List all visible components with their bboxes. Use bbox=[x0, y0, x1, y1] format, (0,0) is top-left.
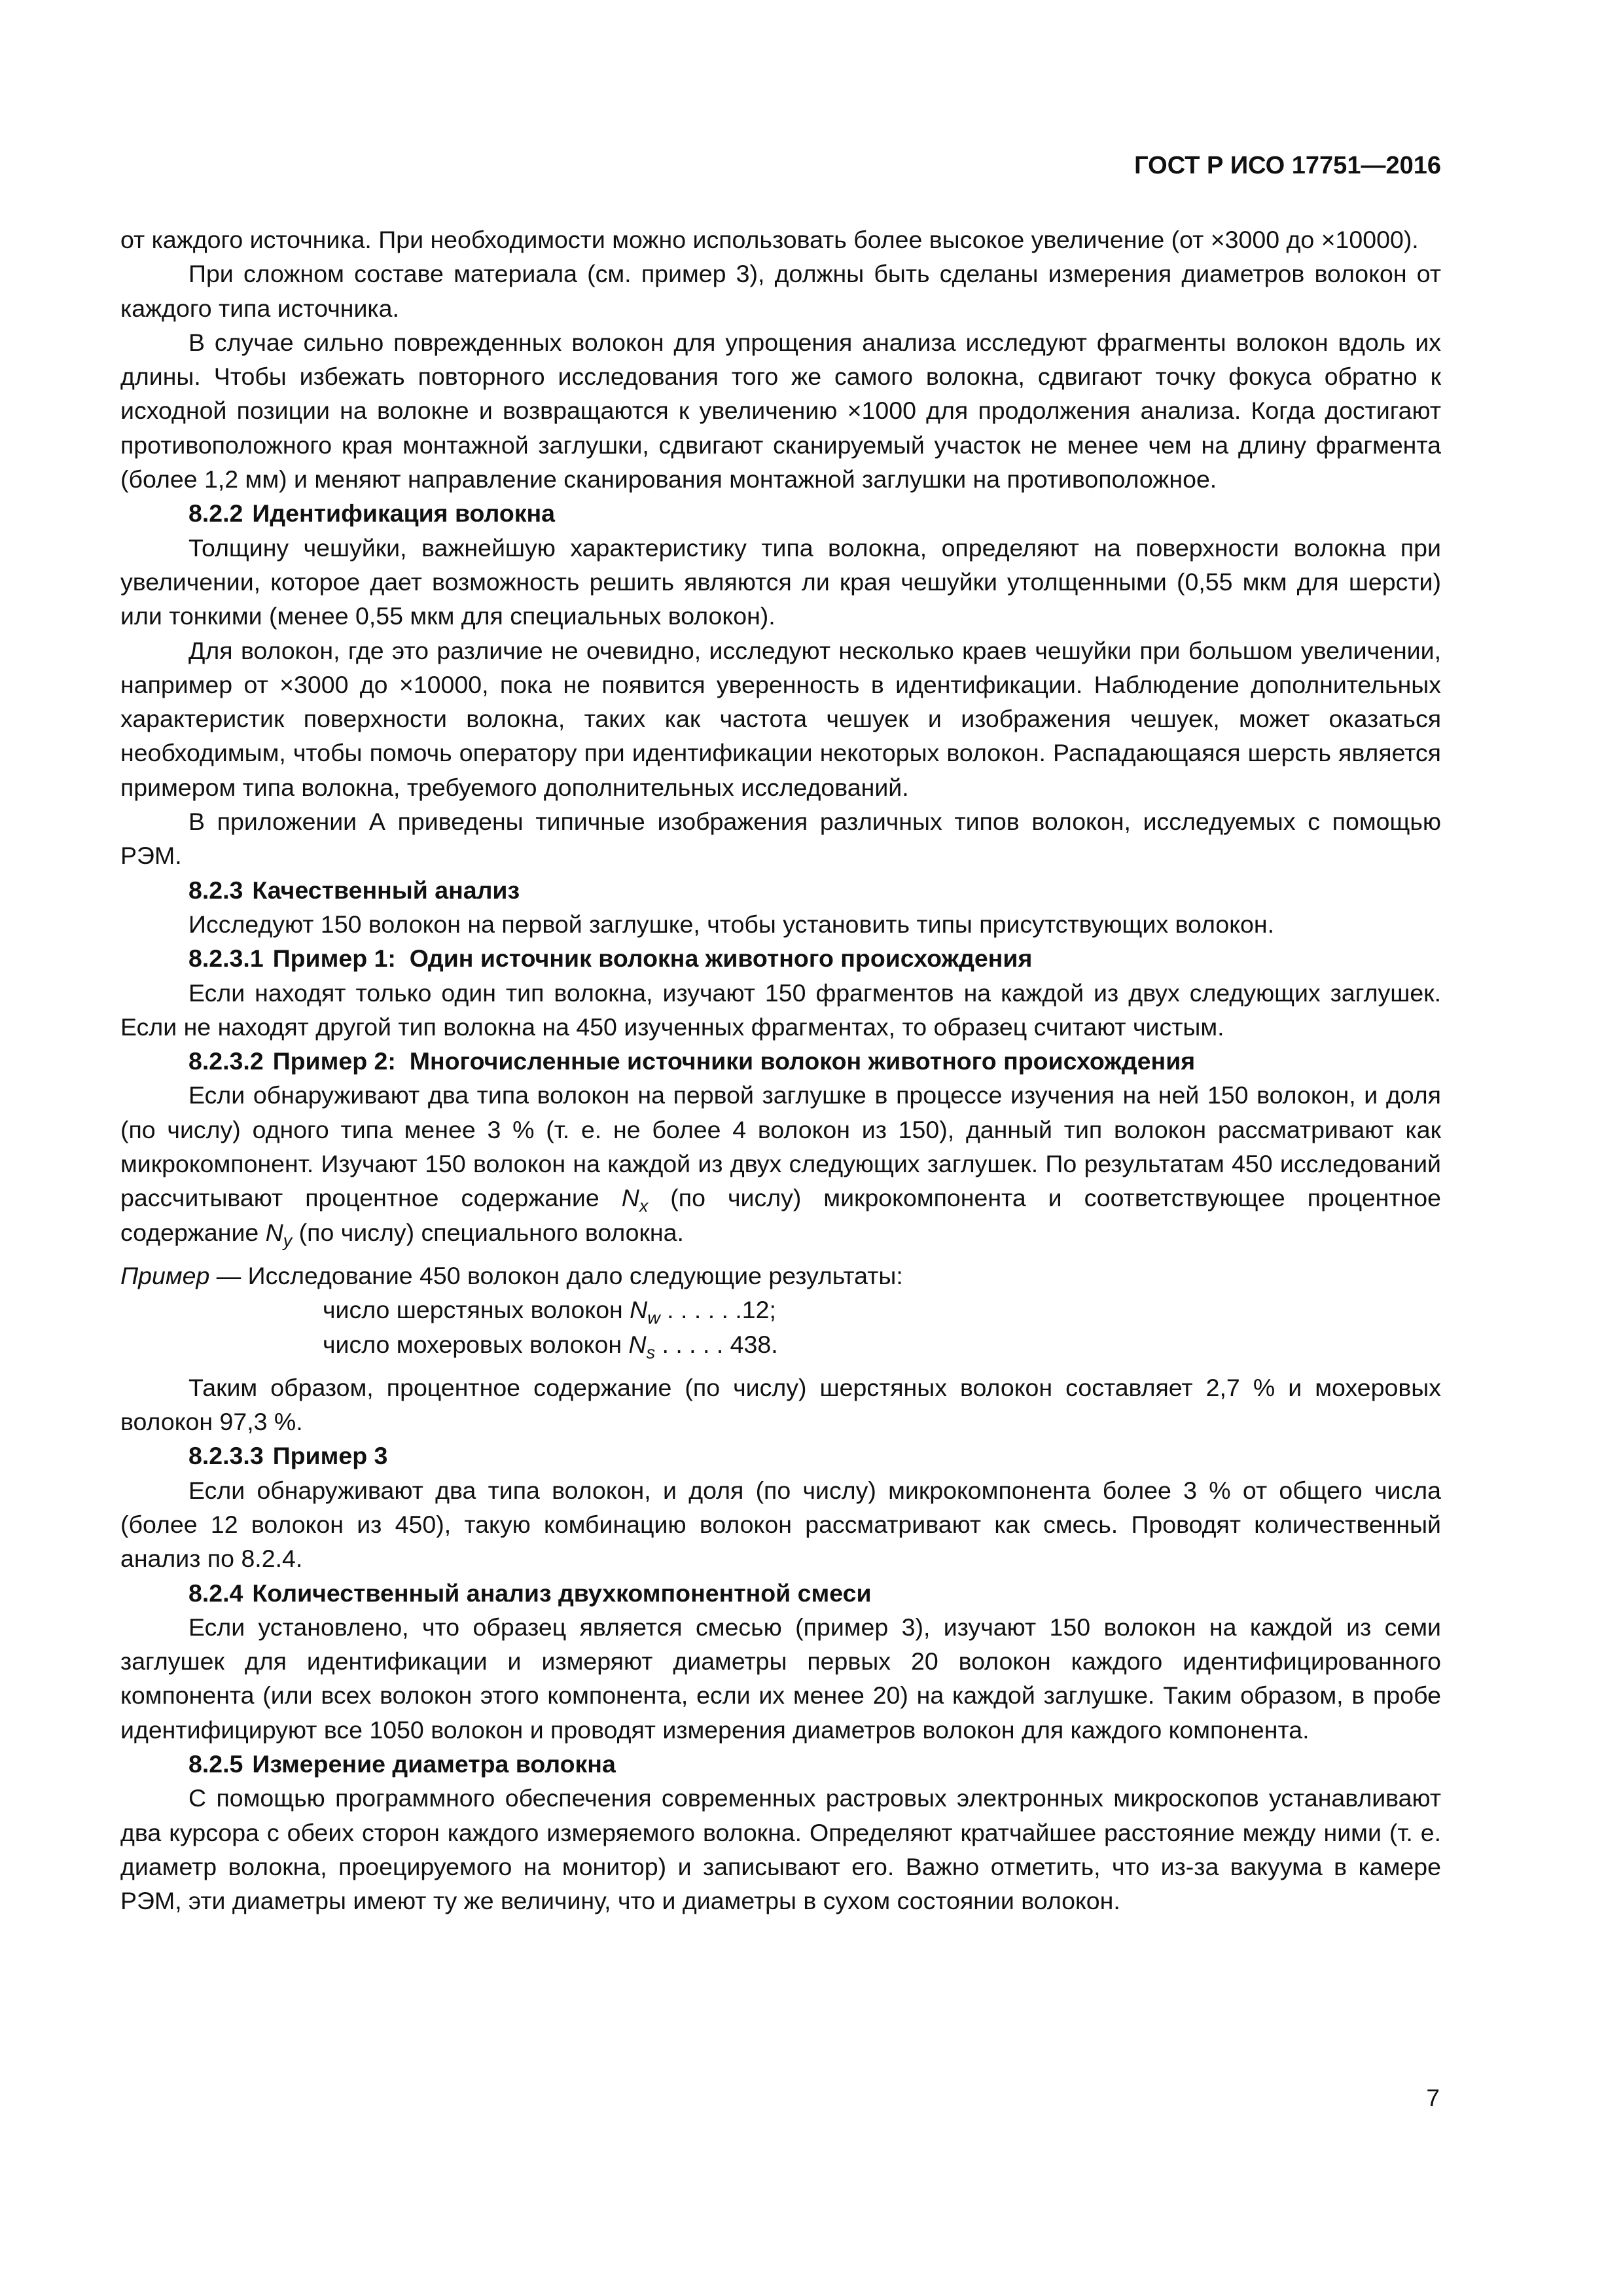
paragraph: В случае сильно поврежденных волокон для упрощения анализа исследуют фрагменты волокон вдоль их длины. Чтобы избежать повторного исследования того же самого волокна, сдвигают точку фокуса обратно к исходной позиции на волокне и возвращаются к увеличению ×1000 для продолжения анализа. Когда достигают противоположного края монтажной заглушки, сдвигают сканируемый участок не менее чем на длину фрагмента (более 1,2 мм) и меняют направление сканирования монтажной заглушки на противоположное. bbox=[120, 328, 1441, 493]
section-heading-8-2-2: 8.2.2 Идентификация волокна bbox=[188, 499, 556, 528]
example-line-mohair: число мохеровых волокон $N_s$ . . . . . 438. bbox=[323, 1330, 778, 1363]
paragraph: Толщину чешуйки, важнейшую характеристику типа волокна, определяют на поверхности волокна при увеличении, которое дает возможность решить являются ли края чешуйки утолщенными (0,55 мкм для шерсти) или тонкими (менее 0,55 мкм для специальных волокон). bbox=[120, 533, 1441, 630]
paragraph: Если находят только один тип волокна, изучают 150 фрагментов на каждой из двух следующих заглушек. Если не находят другой тип волокна на 450 изученных фрагментах, то образец считают чистым. bbox=[120, 978, 1441, 1041]
paragraph: Таким образом, процентное содержание (по числу) шерстяных волокон составляет 2,7 % и мохеровых волокон 97,3 %. bbox=[120, 1373, 1441, 1436]
example-label: Пример bbox=[120, 1261, 210, 1289]
paragraph: При сложном составе материала (см. пример 3), должны быть сделаны измерения диаметров волокон от каждого типа источника. bbox=[120, 260, 1441, 322]
paragraph: Если установлено, что образец является смесью (пример 3), изучают 150 волокон на каждой из семи заглушек для идентификации и измеряют диаметры первых 20 волокон каждого идентифицированного компонента (или всех волокон этого компонента, если их менее 20) на каждой заглушке. Таким образом, в пробе идентифицируют все 1050 волокон и проводят измерения диаметров волокон для каждого компонента. bbox=[120, 1613, 1441, 1744]
paragraph: Для волокон, где это различие не очевидно, исследуют несколько краев чешуйки при большом увеличении, например от ×3000 до ×10000, пока не появится уверенность в идентификации. Наблюдение дополнительных характеристик поверхности волокна, таких как частота чешуек и изображения чешуек, может оказаться необходимым, чтобы помочь оператору при идентификации некоторых волокон. Распадающаяся шерсть является примером типа волокна, требуемого дополнительных исследований. bbox=[120, 636, 1441, 801]
paragraph-with-formula: Если обнаруживают два типа волокон на первой заглушке в процессе изучения на ней 150 волокон, и доля (по числу) одного типа менее 3 % (т. е. не более 4 волокон из 150), данный тип волокон рассматривают как микрокомпонент. Изучают 150 волокон на каждой из двух следующих заглушек. По результатам 450 исследований рассчитывают процентное содержание $N_x$ (по числу) микрокомпонента и соответствующее процентное содержание $N_y$ (по числу) специального волокна. bbox=[120, 1081, 1441, 1251]
section-heading-8-2-3-2: 8.2.3.2 Пример 2: Многочисленные источники волокон животного происхождения bbox=[188, 1047, 1196, 1075]
section-heading-8-2-5: 8.2.5 Измерение диаметра волокна bbox=[188, 1750, 616, 1778]
section-heading-8-2-4: 8.2.4 Количественный анализ двухкомпонентной смеси bbox=[188, 1579, 872, 1607]
example-intro: Пример — Исследование 450 волокон дало следующие результаты: bbox=[120, 1261, 903, 1289]
section-heading-8-2-3-3: 8.2.3.3 Пример 3 bbox=[188, 1442, 388, 1470]
section-heading-8-2-3: 8.2.3 Качественный анализ bbox=[188, 876, 520, 904]
paragraph: С помощью программного обеспечения современных растровых электронных микроскопов устанавливают два курсора с обеих сторон каждого измеряемого волокна. Определяют кратчайшее расстояние между ними (т. е. диаметр волокна, проецируемого на монитор) и записывают его. Важно отметить, что из-за вакуума в камере РЭМ, эти диаметры имеют ту же величину, что и диаметры в сухом состоянии волокон. bbox=[120, 1784, 1441, 1915]
paragraph: Если обнаруживают два типа волокон, и доля (по числу) микрокомпонента более 3 % от общего числа (более 12 волокон из 450), такую комбинацию волокон рассматривают как смесь. Проводят количественный анализ по 8.2.4. bbox=[120, 1476, 1441, 1573]
document-body bbox=[120, 223, 1441, 1918]
example-block bbox=[120, 1259, 1441, 1361]
paragraph: Исследуют 150 волокон на первой заглушке, чтобы установить типы присутствующих волокон. bbox=[188, 910, 1275, 938]
example-line-wool: число шерстяных волокон $N_w$ . . . . . .12; bbox=[323, 1296, 776, 1328]
document-header: ГОСТ Р ИСО 17751—2016 bbox=[1134, 152, 1441, 179]
paragraph: от каждого источника. При необходимости можно использовать более высокое увеличение (от ×3000 до ×10000). bbox=[120, 226, 1419, 253]
page-number: 7 bbox=[1426, 2085, 1440, 2111]
paragraph: В приложении А приведены типичные изображения различных типов волокон, исследуемых с помощью РЭМ. bbox=[120, 808, 1441, 870]
section-heading-8-2-3-1: 8.2.3.1 Пример 1: Один источник волокна животного происхождения bbox=[188, 944, 1033, 973]
